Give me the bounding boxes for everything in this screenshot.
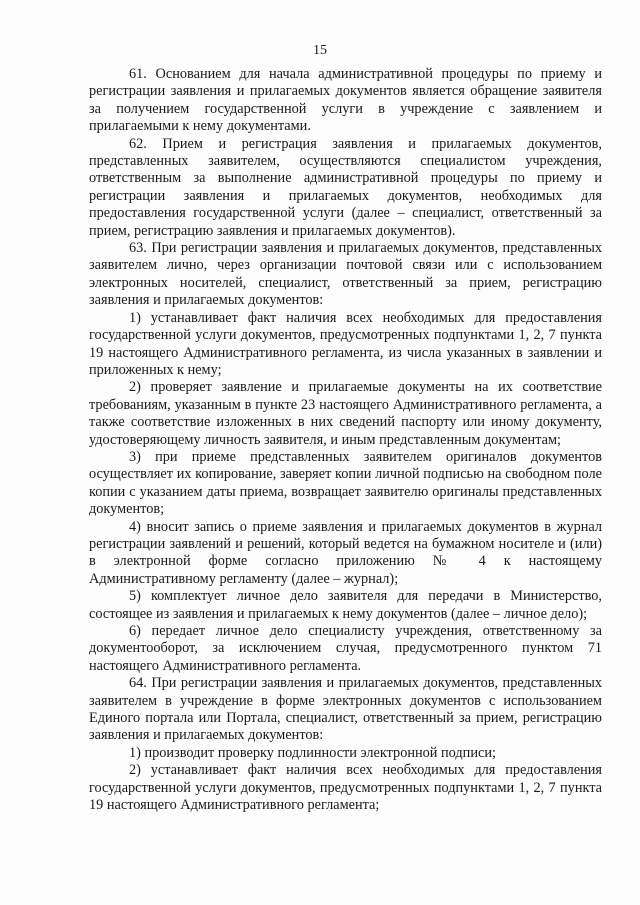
paragraph-63-item-2: 2) проверяет заявление и прилагаемые документы на их соответствие требованиям, указанным в пункте 23 настоящего Административного регламента, а также соответствие изложенных в них сведений паспорту или иному документу, удостоверяющему личность заявителя, и иным представленным документам; xyxy=(89,379,602,448)
paragraph-61: 61. Основанием для начала административной процедуры по приему и регистрации заявления и прилагаемых документов является обращение заявителя за получением государственной услуги в учреждение с заявлением и прилагаемыми к нему документами. xyxy=(89,66,602,135)
paragraph-64: 64. При регистрации заявления и прилагаемых документов, представленных заявителем в учреждение в форме электронных документов с использованием Единого портала или Портала, специалист, ответственный за прием, регистрацию заявления и прилагаемых документов: xyxy=(89,675,602,744)
paragraph-63-item-1: 1) устанавливает факт наличия всех необходимых для предоставления государственной услуги документов, предусмотренных подпунктами 1, 2, 7 пункта 19 настоящего Административного регламента, из числа указанных в заявлении и приложенных к нему; xyxy=(89,309,602,378)
paragraph-63-item-5: 5) комплектует личное дело заявителя для передачи в Министерство, состоящее из заявления и прилагаемых к нему документов (далее – личное дело); xyxy=(89,588,602,622)
document-body xyxy=(89,66,602,814)
page-number: 15 xyxy=(313,43,327,58)
paragraph-63-item-3: 3) при приеме представленных заявителем оригиналов документов осуществляет их копирование, заверяет копии личной подписью на свободном поле копии с указанием даты приема, возвращает заявителю оригиналы представленных документов; xyxy=(89,448,602,518)
paragraph-63: 63. При регистрации заявления и прилагаемых документов, представленных заявителем лично, через организации почтовой связи или с использованием электронных носителей, специалист, ответственный за прием, регистрацию заявления и прилагаемых документов: xyxy=(89,240,602,309)
paragraph-64-item-2: 2) устанавливает факт наличия всех необходимых для предоставления государственной услуги документов, предусмотренных подпунктами 1, 2, 7 пункта 19 настоящего Административного регламента; xyxy=(89,762,602,814)
paragraph-64-item-1: 1) производит проверку подлинности электронной подписи; xyxy=(129,744,496,761)
paragraph-63-item-6: 6) передает личное дело специалисту учреждения, ответственному за документооборот, за исключением случая, предусмотренного пунктом 71 настоящего Административного регламента. xyxy=(89,623,602,674)
paragraph-63-item-4: 4) вносит запись о приеме заявления и прилагаемых документов в журнал регистрации заявлений и решений, который ведется на бумажном носителе и (или) в электронной форме согласно приложению № 4 к настоящему Административному регламенту (далее – журнал); xyxy=(89,518,602,587)
paragraph-62: 62. Прием и регистрация заявления и прилагаемых документов, представленных заявителем, осуществляются специалистом учреждения, ответственным за выполнение административной процедуры по приему и регистрации заявления и прилагаемых документов, необходимых для предоставления государственной услуги (далее – специалист, ответственный за прием, регистрацию заявления и прилагаемых документов). xyxy=(89,135,602,239)
